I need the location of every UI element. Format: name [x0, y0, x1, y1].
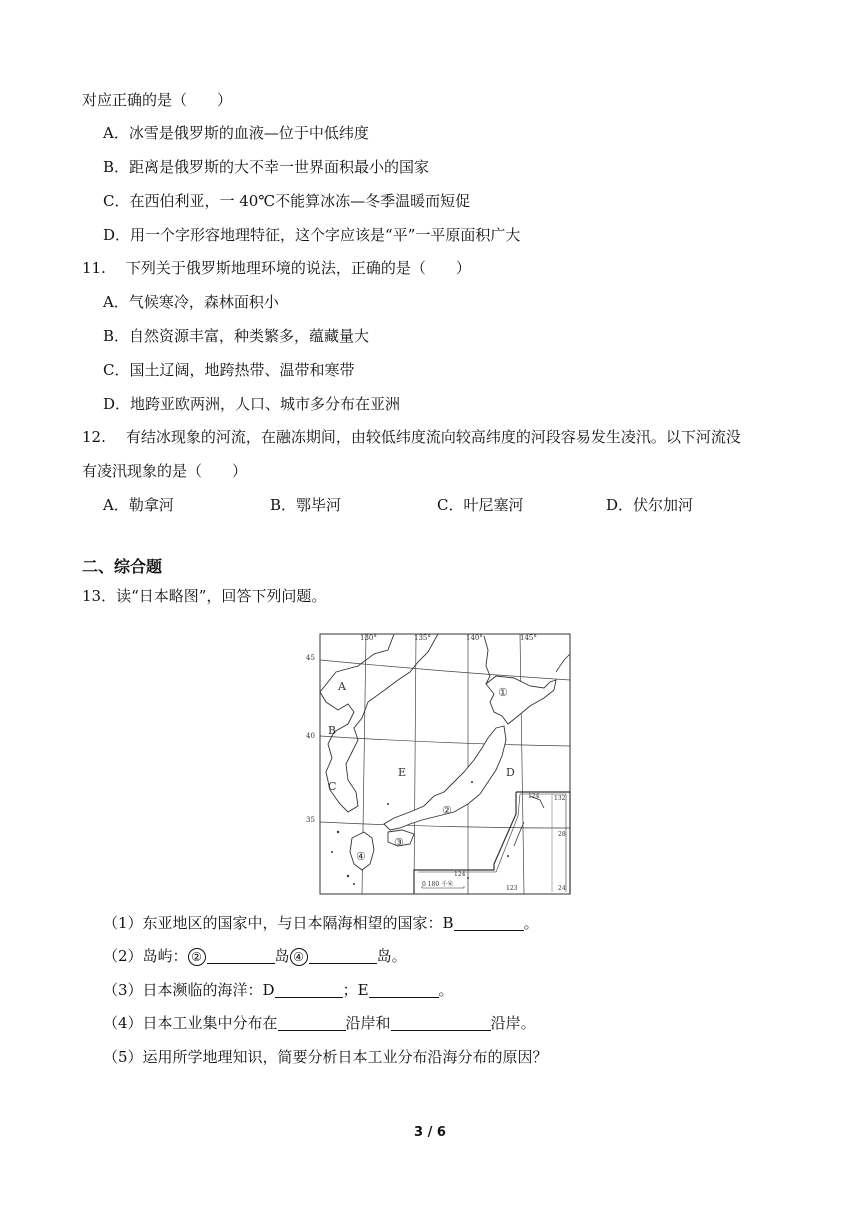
answer-blank-coast-1[interactable] — [278, 1014, 346, 1031]
q12-number: 12. — [82, 428, 106, 446]
q11-stem-text: 下列关于俄罗斯地理环境的说法，正确的是（ ） — [125, 259, 471, 277]
circled-4-icon: ④ — [290, 948, 308, 966]
q13-sub3-tail: 。 — [438, 981, 454, 999]
q13-sub1-text: （1）东亚地区的国家中，与日本隔海相望的国家：B — [103, 914, 454, 932]
circled-2-icon: ② — [188, 948, 206, 966]
map-lon-130: 130° — [360, 634, 377, 642]
answer-blank-b[interactable] — [454, 914, 524, 931]
q10-option-a: A．冰雪是俄罗斯的血液—位于中低纬度 — [103, 124, 369, 142]
q13-sub4-mid: 沿岸和 — [345, 1014, 391, 1032]
answer-blank-island-2[interactable] — [207, 947, 275, 964]
q11-option-b: B．自然资源丰富，种类繁多，蕴藏量大 — [103, 327, 370, 345]
q13-sub2 — [103, 946, 407, 966]
map-lat-45: 45 — [306, 654, 315, 662]
page-number: 3 / 6 — [414, 1125, 446, 1140]
map-scale-text: 0 180 千米 — [422, 881, 454, 888]
q12-option-a: A．勒拿河 — [103, 496, 174, 514]
inset-label-132: 132 — [554, 795, 566, 802]
answer-blank-e[interactable] — [369, 981, 439, 998]
q13-sub3-prefix: （3）日本濒临的海洋：D — [103, 981, 275, 999]
answer-blank-d[interactable] — [275, 981, 343, 998]
map-lat-35: 35 — [306, 816, 315, 824]
inset-label-124b: 124 — [528, 793, 540, 800]
map-lon-140: 140° — [466, 634, 483, 642]
q13-sub4-prefix: （4）日本工业集中分布在 — [103, 1014, 278, 1032]
q12-option-b: B．鄂毕河 — [270, 496, 342, 514]
q13-sub2-prefix: （2）岛屿： — [103, 947, 188, 965]
answer-blank-island-4[interactable] — [309, 947, 377, 964]
q13-sub5: （5）运用所学地理知识，简要分析日本工业分布沿海分布的原因？ — [103, 1048, 548, 1066]
island-mark-4: ④ — [356, 850, 366, 863]
q12-stem-line2: 有凌汛现象的是（ ） — [82, 462, 248, 480]
map-label-e: E — [398, 766, 407, 779]
q12-option-c: C．叶尼塞河 — [437, 496, 524, 514]
inset-label-124: 124 — [454, 871, 466, 878]
map-lat-40: 40 — [306, 732, 315, 740]
map-label-a: A — [338, 680, 346, 693]
q13-sub4-tail: 沿岸。 — [490, 1014, 536, 1032]
q13-sub2-mid: 岛 — [274, 947, 290, 965]
q11-number: 11. — [82, 259, 106, 277]
map-label-c: C — [328, 780, 337, 793]
q12-stem-text: 有结冰现象的河流，在融冻期间，由较低纬度流向较高纬度的河段容易发生凌汛。以下河流没 — [125, 428, 741, 446]
q10-stem-tail: 对应正确的是（ ） — [82, 91, 233, 109]
q12-option-d: D．伏尔加河 — [606, 496, 694, 514]
q11-option-d: D．地跨亚欧两洲，人口、城市多分布在亚洲 — [103, 395, 401, 413]
map-lon-135: 135° — [414, 634, 431, 642]
inset-label-28: 28 — [558, 831, 566, 838]
map-label-b: B — [328, 724, 337, 737]
q10-option-c: C．在西伯利亚，一 40℃不能算冰冻—冬季温暖而短促 — [103, 192, 471, 210]
q12-stem-line1 — [82, 427, 741, 447]
q13-stem: 13．读“日本略图”，回答下列问题。 — [82, 587, 327, 605]
island-mark-1: ① — [498, 686, 508, 699]
q13-sub2-tail: 岛。 — [376, 947, 407, 965]
q10-option-d: D．用一个字形容地理特征，这个字应该是“平”一平原面积广大 — [103, 226, 521, 244]
inset-label-123: 123 — [506, 885, 518, 892]
q13-sub4 — [103, 1013, 536, 1033]
island-mark-2: ② — [442, 804, 452, 817]
island-mark-3: ③ — [394, 836, 404, 849]
q11-option-c: C．国土辽阔，地跨热带、温带和寒带 — [103, 361, 355, 379]
answer-blank-coast-2[interactable] — [391, 1014, 491, 1031]
q11-stem — [82, 258, 471, 278]
q13-sub1-tail: 。 — [523, 914, 539, 932]
section-2-title: 二、综合题 — [82, 557, 163, 576]
q13-sub3-mid: ；E — [342, 981, 369, 999]
q13-sub3 — [103, 980, 454, 1000]
q13-sub1 — [103, 913, 539, 933]
q11-option-a: A．气候寒冷，森林面积小 — [103, 293, 279, 311]
map-lon-145: 145° — [520, 634, 537, 642]
map-label-d: D — [506, 766, 515, 779]
q10-option-b: B．距离是俄罗斯的大不幸一世界面积最小的国家 — [103, 158, 430, 176]
japan-sketch-map — [306, 632, 572, 896]
inset-label-24: 24 — [558, 885, 566, 892]
